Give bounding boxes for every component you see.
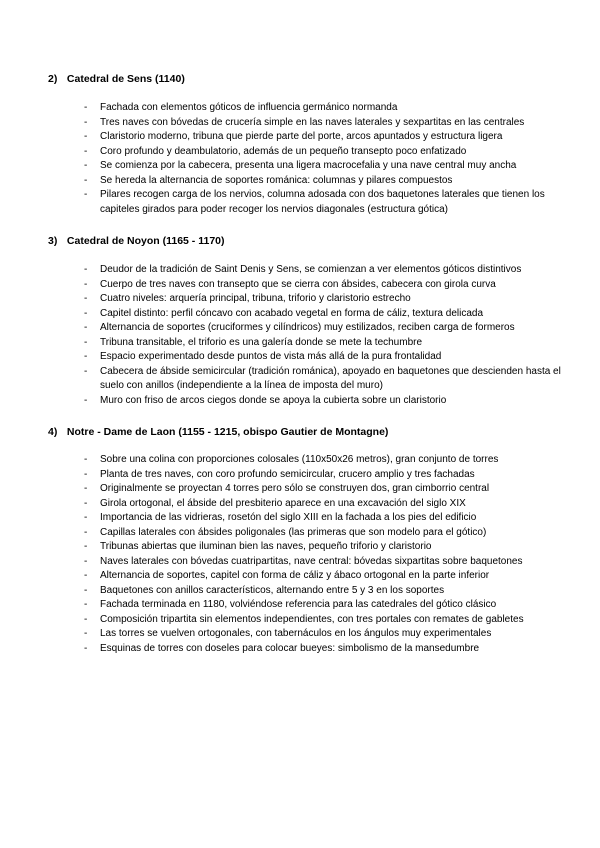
list-item-text: Girola ortogonal, el ábside del presbiterio aparece en una excavación del siglo XIX — [100, 497, 466, 509]
bullet-dash: - — [84, 599, 88, 610]
bullet-dash: - — [84, 322, 88, 333]
bullet-dash: - — [84, 116, 88, 128]
list-item — [0, 598, 600, 613]
list-item-text: Cuerpo de tres naves con transepto que se cierra con ábsides, cabecera con girola curva — [100, 278, 496, 290]
list-item-text: Tribunas abiertas que iluminan bien las naves, pequeño triforio y claristorio — [100, 541, 432, 552]
list-item-text: Pilares recogen carga de los nervios, columna adosada con dos baquetones laterales que tienen los capiteles girados para poder recoger los nervios diagonales (estructura gótica) — [100, 189, 545, 215]
bullet-dash: - — [84, 468, 88, 480]
section-number: 4) — [48, 426, 58, 438]
list-item-text: Fachada con elementos góticos de influencia germánico normanda — [100, 102, 398, 113]
list-item — [0, 307, 600, 322]
bullet-dash: - — [84, 293, 88, 304]
bullet-dash: - — [84, 642, 88, 654]
list-item — [0, 145, 600, 160]
list-item-text: Naves laterales con bóvedas cuatripartitas, nave central: bóvedas sixpartitas sobre baquetones — [100, 555, 523, 567]
list-item — [0, 350, 600, 365]
bullet-dash: - — [84, 555, 88, 567]
list-item — [0, 130, 600, 145]
list-item-text: Claristorio moderno, tribuna que pierde parte del porte, arcos apuntados y estructura ligera — [100, 131, 503, 142]
bullet-dash: - — [84, 174, 88, 186]
list-item — [0, 116, 600, 131]
bullet-dash: - — [84, 365, 88, 377]
section-heading — [48, 72, 185, 86]
bullet-dash: - — [84, 497, 88, 509]
list-item-text: Sobre una colina con proporciones colosales (110x50x26 metros), gran conjunto de torres — [100, 454, 499, 465]
list-item-text: Cabecera de ábside semicircular (tradición románica), apoyado en baquetones que descienden hasta el suelo con anillos (independiente a la línea de imposta del muro) — [100, 365, 561, 391]
bullet-dash: - — [84, 278, 88, 290]
list-item — [0, 613, 600, 628]
list-item — [0, 188, 600, 217]
bullet-dash: - — [84, 264, 88, 275]
bullet-dash: - — [84, 584, 88, 596]
section-title: Notre - Dame de Laon (1155 - 1215, obispo Gautier de Montagne) — [66, 426, 389, 438]
list-item — [0, 642, 600, 657]
list-item — [0, 263, 600, 278]
list-item-text: Esquinas de torres con doseles para colocar bueyes: simbolismo de la mansedumbre — [100, 642, 480, 654]
bullet-dash: - — [84, 570, 88, 581]
bullet-list — [0, 453, 600, 656]
bullet-list — [0, 263, 600, 408]
list-item — [0, 159, 600, 174]
section-heading — [48, 234, 225, 248]
bullet-dash: - — [84, 512, 88, 523]
bullet-dash: - — [84, 160, 88, 171]
bullet-dash: - — [84, 102, 88, 113]
section-heading — [48, 425, 388, 439]
list-item-text: Alternancia de soportes, capitel con forma de cáliz y ábaco ortogonal en la parte inferior — [100, 570, 490, 581]
list-item-text: Originalmente se proyectan 4 torres pero sólo se construyen dos, gran cimborrio central — [100, 483, 490, 494]
bullet-dash: - — [84, 541, 88, 552]
section-title: Catedral de Sens (1140) — [66, 73, 185, 85]
section-number: 3) — [48, 235, 58, 247]
list-item-text: Capillas laterales con ábsides poligonales (las primeras que son modelo para el gótico) — [100, 526, 487, 538]
bullet-dash: - — [84, 351, 88, 362]
list-item — [0, 627, 600, 642]
section-number: 2) — [48, 73, 58, 85]
list-item-text: Planta de tres naves, con coro profundo semicircular, crucero amplio y tres fachadas — [100, 468, 475, 480]
list-item-text: Tribuna transitable, el triforio es una galería donde se mete la techumbre — [100, 336, 423, 348]
list-item-text: Composición tripartita sin elementos independientes, con tres portales con remates de gabletes — [100, 613, 524, 625]
list-item — [0, 453, 600, 468]
list-item — [0, 526, 600, 541]
list-item-text: Espacio experimentado desde puntos de vista más allá de la pura frontalidad — [100, 351, 442, 362]
list-item-text: Muro con friso de arcos ciegos donde se apoya la cubierta sobre un claristorio — [100, 394, 447, 406]
list-item — [0, 292, 600, 307]
bullet-dash: - — [84, 526, 88, 538]
list-item-text: Cuatro niveles: arquería principal, tribuna, triforio y claristorio estrecho — [100, 293, 411, 304]
list-item — [0, 278, 600, 293]
list-item — [0, 336, 600, 351]
list-item — [0, 321, 600, 336]
list-item-text: Deudor de la tradición de Saint Denis y Sens, se comienzan a ver elementos góticos distintivos — [100, 264, 522, 275]
bullet-dash: - — [84, 613, 88, 625]
list-item-text: Capitel distinto: perfil cóncavo con acabado vegetal en forma de cáliz, textura delicada — [100, 307, 484, 319]
list-item — [0, 174, 600, 189]
bullet-dash: - — [84, 307, 88, 319]
list-item — [0, 394, 600, 409]
list-item — [0, 569, 600, 584]
list-item — [0, 497, 600, 512]
bullet-dash: - — [84, 394, 88, 406]
list-item-text: Se comienza por la cabecera, presenta una ligera macrocefalia y una nave central muy ancha — [100, 160, 517, 171]
bullet-dash: - — [84, 145, 88, 157]
bullet-dash: - — [84, 628, 88, 639]
list-item — [0, 468, 600, 483]
list-item-text: Las torres se vuelven ortogonales, con tabernáculos en los ángulos muy experimentales — [100, 628, 492, 639]
bullet-dash: - — [84, 131, 88, 142]
list-item — [0, 482, 600, 497]
list-item-text: Baquetones con anillos característicos, alternando entre 5 y 3 en los soportes — [100, 584, 445, 596]
bullet-dash: - — [84, 483, 88, 494]
list-item — [0, 511, 600, 526]
bullet-dash: - — [84, 454, 88, 465]
bullet-dash: - — [84, 336, 88, 348]
list-item — [0, 540, 600, 555]
list-item-text: Importancia de las vidrieras, rosetón del siglo XIII en la fachada a los pies del edificio — [100, 512, 477, 523]
list-item-text: Fachada terminada en 1180, volviéndose referencia para las catedrales del gótico clásico — [100, 599, 497, 610]
list-item — [0, 101, 600, 116]
list-item — [0, 365, 600, 394]
list-item-text: Se hereda la alternancia de soportes románica: columnas y pilares compuestos — [100, 174, 453, 186]
list-item — [0, 584, 600, 599]
list-item — [0, 555, 600, 570]
bullet-list — [0, 101, 600, 217]
list-item-text: Coro profundo y deambulatorio, además de un pequeño transepto poco enfatizado — [100, 145, 467, 157]
section-title: Catedral de Noyon (1165 - 1170) — [66, 235, 225, 247]
list-item-text: Tres naves con bóvedas de crucería simple en las naves laterales y sexpartitas en las centrales — [100, 116, 525, 128]
list-item-text: Alternancia de soportes (cruciformes y cilíndricos) muy estilizados, reciben carga de formeros — [100, 322, 515, 333]
bullet-dash: - — [84, 189, 88, 200]
